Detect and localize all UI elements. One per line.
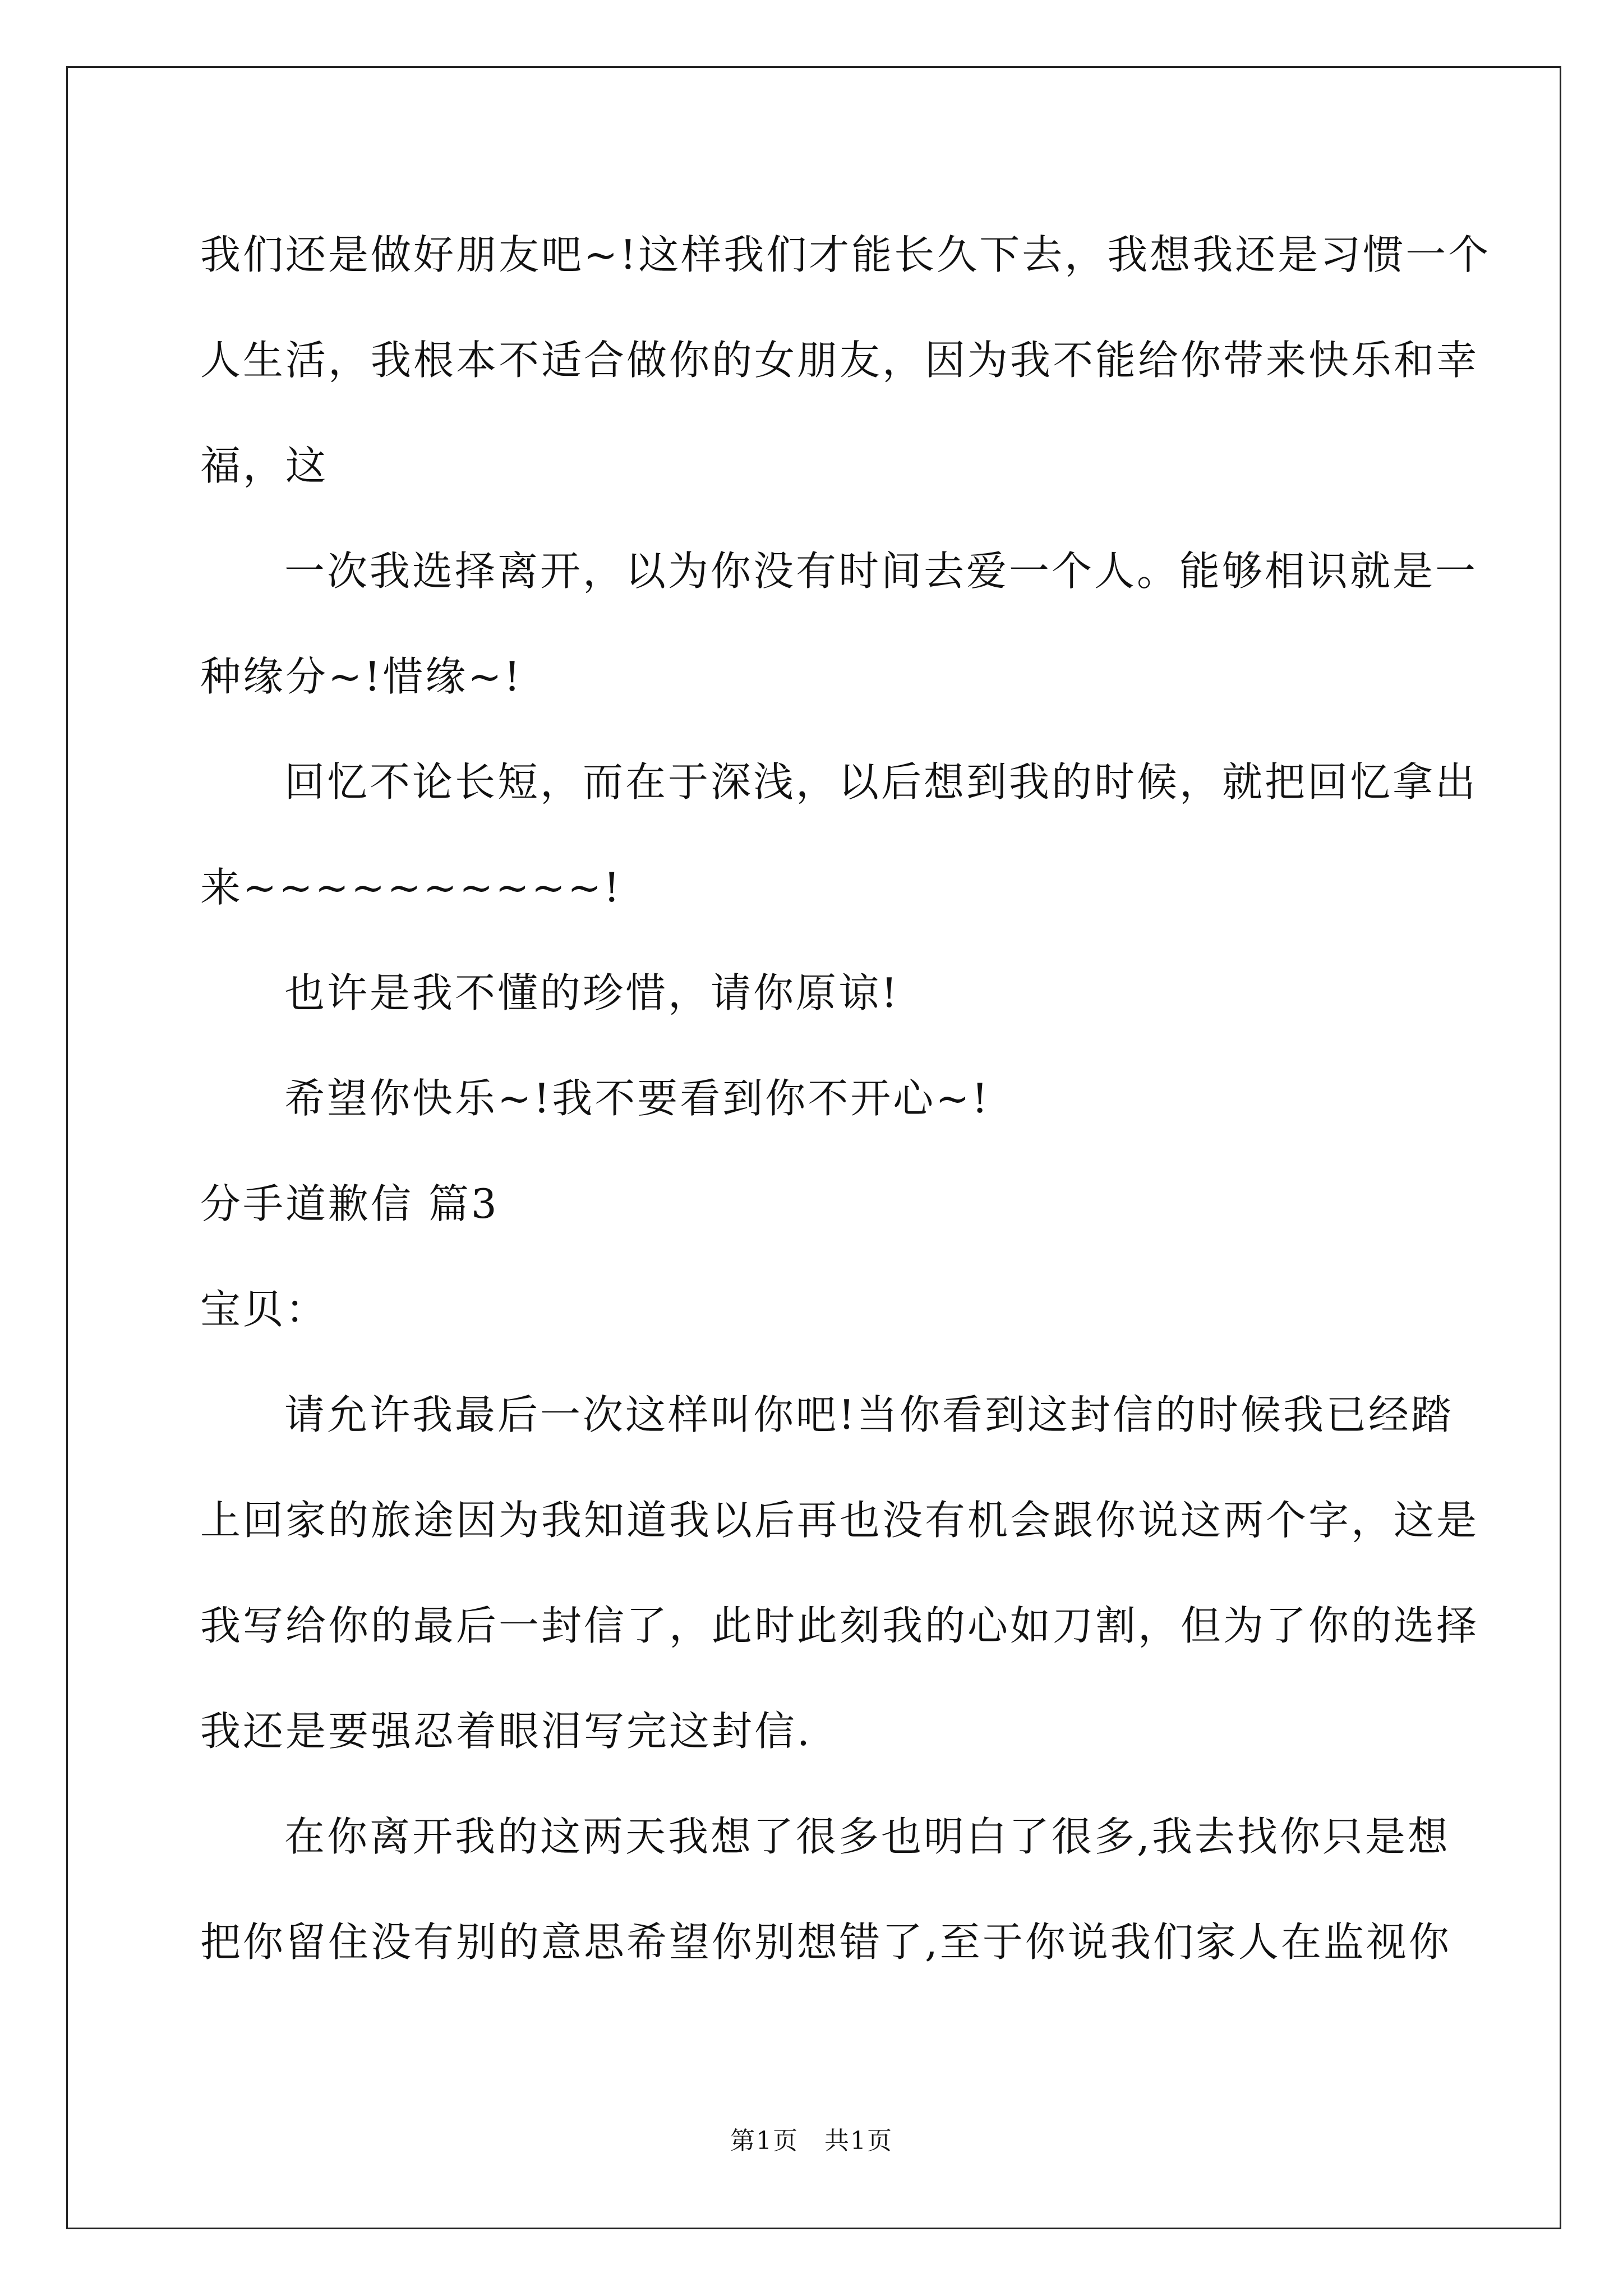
text-line: 种缘分~!惜缘~! xyxy=(200,653,523,700)
text-line: 来~~~~~~~~~~! xyxy=(200,864,623,911)
text-line: 人生活，我根本不适合做你的女朋友，因为我不能给你带来快乐和幸 xyxy=(200,337,1479,384)
text-line: 我们还是做好朋友吧~!这样我们才能长久下去，我想我还是习惯一个 xyxy=(200,231,1491,278)
text-line: 福，这 xyxy=(200,442,329,489)
text-line: 也许是我不懂的珍惜，请你原谅! xyxy=(284,969,900,1016)
text-line: 请允许我最后一次这样叫你吧!当你看到这封信的时候我已经踏 xyxy=(284,1391,1454,1438)
salutation: 宝贝： xyxy=(200,1286,329,1333)
text-line: 我还是要强忍着眼泪写完这封信. xyxy=(200,1708,812,1755)
text-line: 把你留住没有别的意思希望你别想错了,至于你说我们家人在监视你 xyxy=(200,1918,1451,1966)
section-heading: 分手道歉信 篇3 xyxy=(200,1180,499,1227)
text-line: 希望你快乐~!我不要看到你不开心~! xyxy=(284,1075,990,1122)
text-line: 在你离开我的这两天我想了很多也明白了很多,我去找你只是想 xyxy=(284,1813,1450,1860)
text-line: 回忆不论长短，而在于深浅，以后想到我的时候，就把回忆拿出 xyxy=(284,758,1478,806)
document-body xyxy=(200,202,1491,1995)
text-line: 我写给你的最后一封信了，此时此刻我的心如刀割，但为了你的选择 xyxy=(200,1602,1479,1649)
text-line: 上回家的旅途因为我知道我以后再也没有机会跟你说这两个字，这是 xyxy=(200,1497,1479,1544)
text-line: 一次我选择离开，以为你没有时间去爱一个人。能够相识就是一 xyxy=(284,547,1478,595)
page-number-footer: 第1页 共1页 xyxy=(730,2127,893,2155)
